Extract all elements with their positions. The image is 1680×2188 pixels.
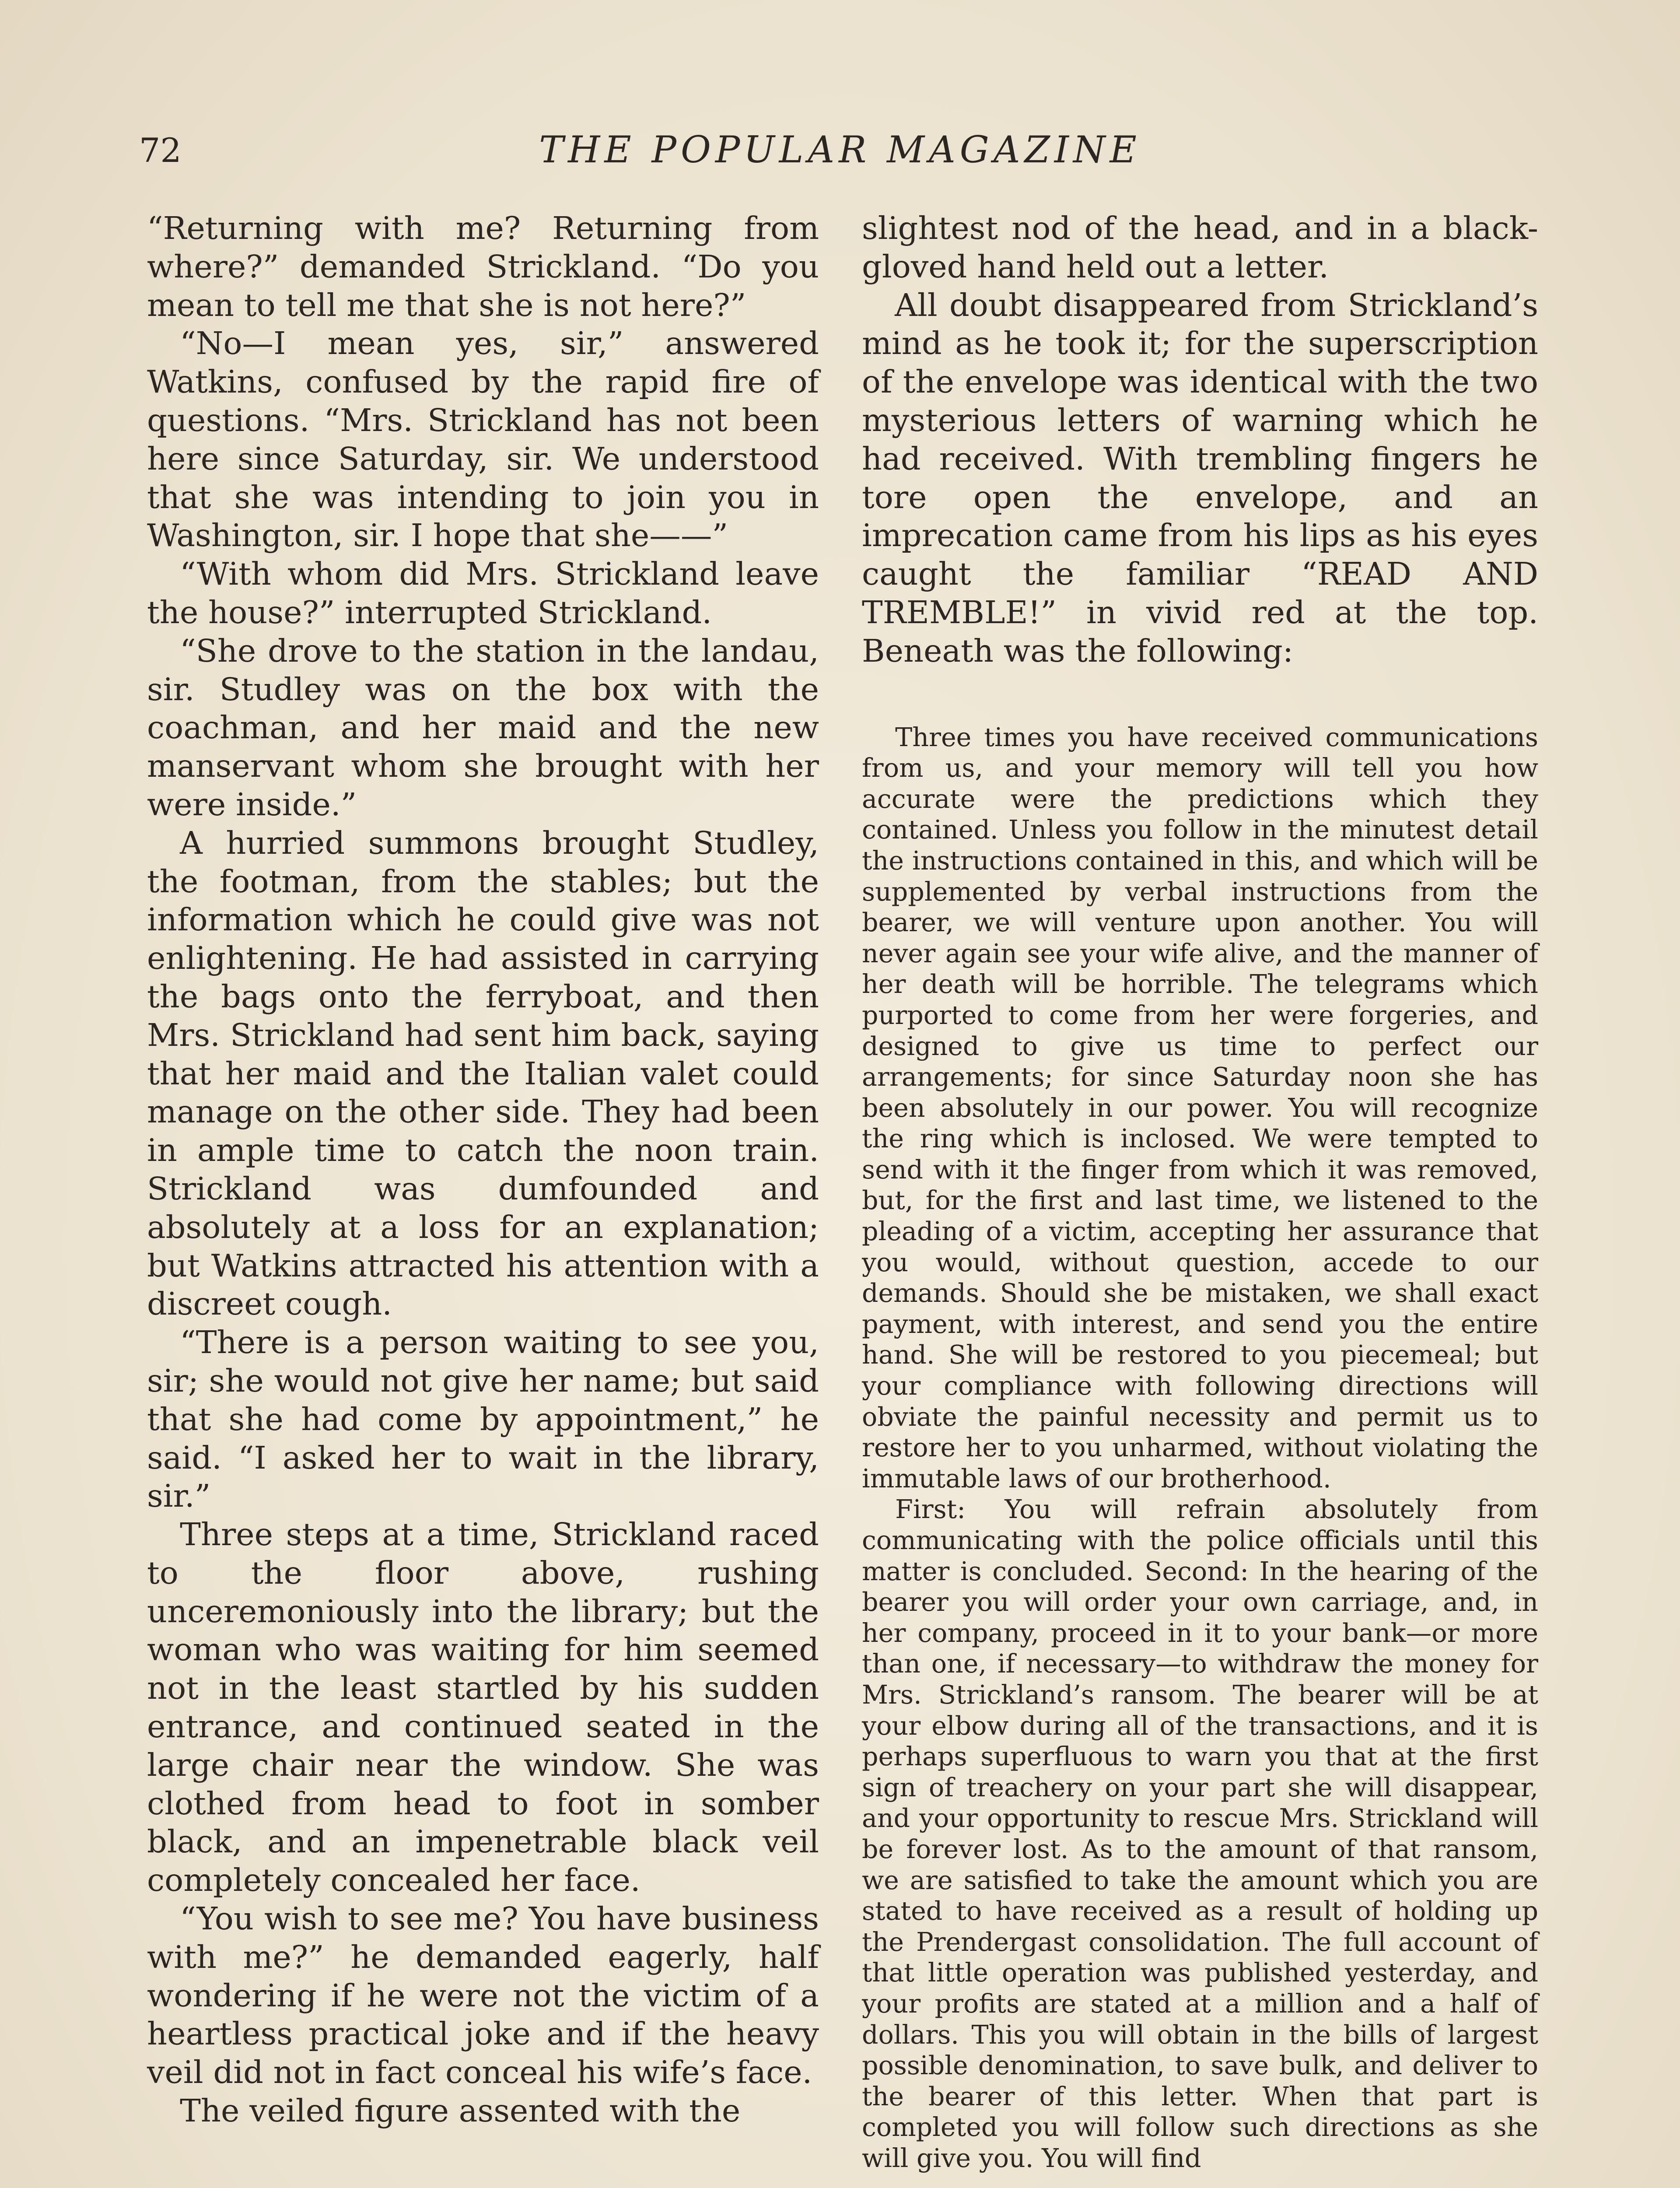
paragraph: The veiled figure assented with the: [180, 2093, 741, 2129]
paragraph: All doubt disappeared from Strickland’s mind as he took it; for the superscription of the envelope was identical with the two mysterious letters of warning which he had received. With trembling fingers he tore open the envelope, and an imprecation came from his lips as his eyes caught the familiar “READ AND TREMBLE!” in vivid red at the top. Beneath was the following:: [862, 287, 1538, 669]
paragraph: “No—I mean yes, sir,” answered Watkins, confused by the rapid fire of questions. “Mrs. Strickland has not been here since Saturday, sir. We understood that she was intending to join you in Washington, sir. I hope that she——”: [147, 325, 819, 554]
paragraph: Three steps at a time, Strickland raced to the floor above, rushing unceremoniously into the library; but the woman who was waiting for him seemed not in the least startled by his sudden entrance, and continued seated in the large chair near the window. She was clothed from head to foot in somber black, and an impenetrable black veil completely concealed her face.: [147, 1516, 819, 1899]
paragraph: “With whom did Mrs. Strickland leave the house?” interrupted Strickland.: [147, 556, 819, 631]
page-number: 72: [139, 131, 182, 170]
running-head: THE POPULAR MAGAZINE: [539, 128, 1141, 171]
paragraph: A hurried summons brought Studley, the footman, from the stables; but the information which he could give was not enlightening. He had assisted in carrying the bags onto the ferryboat, and then Mrs. Strickland had sent him back, saying that her maid and the Italian valet could manage on the other side. They had been in ample time to catch the noon train. Strickland was dumfounded and absolutely at a loss for an explanation; but Watkins attracted his attention with a discreet cough.: [147, 824, 819, 1322]
letter-paragraph: First: You will refrain absolutely from communicating with the police officials until this matter is concluded. Second: In the hearing of the bearer you will order your own carriage, and, in her company, proceed in it to your bank—or more than one, if necessary—to withdraw the money for Mrs. Strickland’s ransom. The bearer will be at your elbow during all of the transactions, and it is perhaps superfluous to warn you that at the first sign of treachery on your part she will disappear, and your opportunity to rescue Mrs. Strickland will be forever lost. As to the amount of that ransom, we are satisfied to take the amount which you are stated to have received as a result of holding up the Prendergast consolidation. The full account of that little operation was published yesterday, and your profits are stated at a million and a half of dollars. This you will obtain in the bills of largest possible denomination, to save bulk, and deliver to the bearer of this letter. When that part is completed you will follow such directions as she will give you. You will find: [862, 1494, 1538, 2173]
letter-paragraph: Three times you have received communications from us, and your memory will tell you how accurate were the predictions which they contained. Unless you follow in the minutest detail the instructions contained in this, and which will be supplemented by verbal instructions from the bearer, we will venture upon another. You will never again see your wife alive, and the manner of her death will be horrible. The telegrams which purported to come from her were forgeries, and designed to give us time to perfect our arrangements; for since Saturday noon she has been absolutely in our power. You will recognize the ring which is inclosed. We were tempted to send with it the finger from which it was removed, but, for the first and last time, we listened to the pleading of a victim, accepting her assurance that you would, without question, accede to our demands. Should she be mistaken, we shall exact payment, with interest, and send you the entire hand. She will be restored to you piecemeal; but your compliance with following directions will obviate the painful necessity and permit us to restore her to you unharmed, without violating the immutable laws of our brotherhood.: [862, 722, 1538, 1494]
left-column: [147, 209, 819, 2130]
right-column: [862, 209, 1538, 2174]
paragraph: slightest nod of the head, and in a black-gloved hand held out a letter.: [862, 210, 1538, 285]
paragraph: “She drove to the station in the landau, sir. Studley was on the box with the coachman, and her maid and the new manservant whom she brought with her were inside.”: [147, 632, 819, 823]
paragraph: “There is a person waiting to see you, sir; she would not give her name; but said that she had come by appointment,” he said. “I asked her to wait in the library, sir.”: [147, 1324, 819, 1515]
paragraph: “You wish to see me? You have business with me?” he demanded eagerly, half wondering if he were not the victim of a heartless practical joke and if the heavy veil did not in fact conceal his wife’s face.: [147, 1900, 819, 2091]
quoted-letter: [862, 722, 1538, 2174]
paragraph: “Returning with me? Returning from where?” demanded Strickland. “Do you mean to tell me that she is not here?”: [147, 210, 819, 323]
